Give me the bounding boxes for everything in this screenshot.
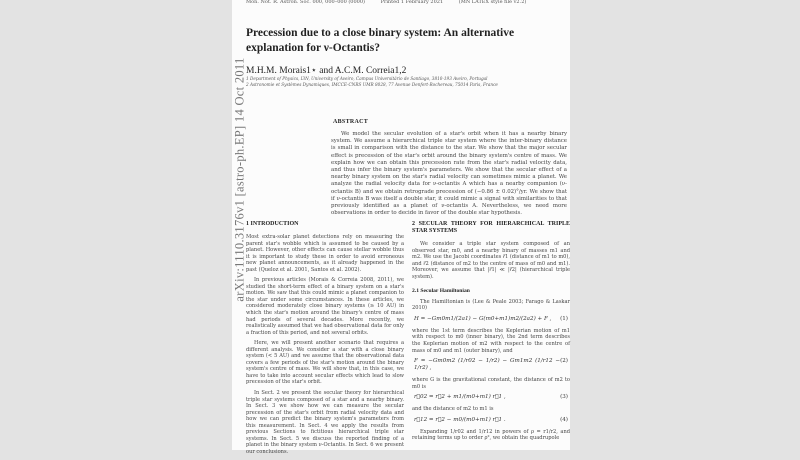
equation-number: (2) <box>560 358 568 365</box>
equation-number: (1) <box>560 315 568 322</box>
equation-number: (3) <box>560 394 568 401</box>
paragraph: and the distance of m2 to m1 is <box>412 406 494 413</box>
left-column <box>246 221 404 460</box>
paper-title: Precession due to a close binary system: An alternative explanation for ν-Octantis? <box>246 27 515 54</box>
equation-body: F = −Gm0m2 (1/r02 − 1/r2) − Gm1m2 (1/r12 − 1/r2) , <box>414 358 561 372</box>
affiliation-1: 1 Department of Physics, I3N, University of Aveiro, Campus Universitário de Santiago, 3810-193 Aveiro, Portugal <box>246 76 488 81</box>
affiliations <box>246 76 566 88</box>
paper-page <box>232 0 570 455</box>
paragraph: where the 1st term describes the Keplerian motion of m1 with respect to m0 (inner binary), the 2nd term describes the Keplerian motion of m2 with respect to the centre of mass of m0 and m1 (outer binary), and <box>412 327 570 354</box>
paragraph: In previous articles (Morais & Correia 2008, 2011), we studied the short-term effect of a binary system on a star's motion. We saw that this could mimic a planet companion to the star under some circumstances. In these articles, we considered moderately close binary systems (≥ 10 AU) in which the star's motion around the binary's centre of mass had periods of several decades. More recently, we realistically assumed that we had observational data for only a fraction of this period, and not several orbits. <box>246 277 404 336</box>
paragraph: Expanding 1/r02 and 1/r12 in powers of ρ = r1/r2, and retaining terms up to order ρ², we obtain the quadrupole <box>412 428 570 442</box>
right-column <box>412 221 570 446</box>
journal-reference: Mon. Not. R. Astron. Soc. 000, 000–000 (0000) <box>246 0 365 5</box>
equation-body: r⃗02 = r⃗2 + m1/(m0+m1) r⃗1 , <box>414 394 506 401</box>
abstract-heading: ABSTRACT <box>333 119 369 125</box>
equation-4 <box>412 417 570 424</box>
paragraph: where G is the gravitational constant, the distance of m2 to m0 is <box>412 377 570 390</box>
author-list: M.H.M. Morais1⋆ and A.C.M. Correia1,2 <box>246 66 407 76</box>
equation-body: H = −Gm0m1/(2a1) − G(m0+m1)m2/(2a2) + F , <box>414 315 552 322</box>
section-heading-introduction: 1 INTRODUCTION <box>246 221 299 227</box>
paragraph: We consider a triple star system composed of an observed star, m0, and a nearby binary of masses m1 and m2. We use the Jacobi coordinates r⃗1 (distance of m1 to m0), and r⃗2 (distance of m2 to the centre of mass of m0 and m1). Moreover, we assume that |r⃗1| ≪ |r⃗2| (hierarchical triple system). <box>412 241 570 280</box>
subsection-heading-hamiltonian: 2.1 Secular Hamiltonian <box>412 288 470 295</box>
equation-number: (4) <box>560 416 568 423</box>
arxiv-identifier: arXiv:1110.3176v1 [astro-ph.EP] 14 Oct 2011 <box>232 57 247 302</box>
section-heading-secular-theory: 2 SECULAR THEORY FOR HIERARCHICAL TRIPLE STAR SYSTEMS <box>412 221 570 234</box>
paragraph: Most extra-solar planet detections rely on measuring the parent star's wobble which is assumed to be caused by a planet. However, other effects can cause stellar wobble thus it is important to study these in order to avoid erroneous new planet announcements, as it already happened in the past (Queloz et al. 2001, Santos et al. 2002). <box>246 234 404 273</box>
abstract-text: We model the secular evolution of a star's orbit when it has a nearby binary system. We assume a hierarchical triple star system where the inter-binary distance is small in comparison with the distance to the star. We show that the major secular effect is precession of the star's orbit around the binary system's centre of mass. We explain how we can obtain this precession rate from the star's radial velocity data, and thus infer the binary system's parameters. We show that the secular effect of a nearby binary system on the star's radial velocity can sometimes mimic a planet. We analyze the radial velocity data for ν-octantis A which has a nearby companion (ν-octantis B) and we obtain retrograde precession of (−0.86 ± 0.02)°/yr. We show that if ν-octantis B was itself a double star, it could mimic a signal with similarities to that previously identified as a planet of ν-octantis A. Nevertheless, we need more observations in order to decide in favor of the double star hypothesis. <box>331 131 567 217</box>
style-file: (MN LATEX style file v2.2) <box>458 0 527 5</box>
paragraph: In Sect. 2 we present the secular theory for hierarchical triple star systems composed of a star and a nearby binary. In Sect. 3 we show how we can measure the secular precession of the star's orbit from radial velocity data and how we can predict the binary system's parameters from this measurement. In Sect. 4 we apply the results from previous Sections to fictitious hierarchical triple star systems. In Sect. 5 we discuss the reported finding of a planet in the binary system ν-Octantis. In Sect. 6 we present our conclusions. <box>246 390 404 455</box>
paragraph: Here, we will present another scenario that requires a different analysis. We consider a star with a close binary system (< 5 AU) and we assume that the observational data covers a few periods of the star's motion around the binary system's centre of mass. We will show that, in this case, we have to take into account secular effects which lead to slow precession of the star's orbit. <box>246 340 404 386</box>
running-header <box>246 0 566 5</box>
equation-1 <box>412 316 570 323</box>
printed-date: Printed 1 February 2021 <box>380 0 444 5</box>
paragraph: The Hamiltonian is (Lee & Peale 2003; Farago & Laskar 2010) <box>412 298 570 312</box>
equation-3 <box>412 394 570 401</box>
equation-body: r⃗12 = r⃗2 − m0/(m0+m1) r⃗1 . <box>414 416 506 423</box>
equation-2 <box>412 358 570 372</box>
affiliation-2: 2 Astronomie et Systèmes Dynamiques, IMCCE-CNRS UMR 8028, 77 Avenue Denfert-Rochereau, 75014 Paris, France <box>246 82 498 87</box>
